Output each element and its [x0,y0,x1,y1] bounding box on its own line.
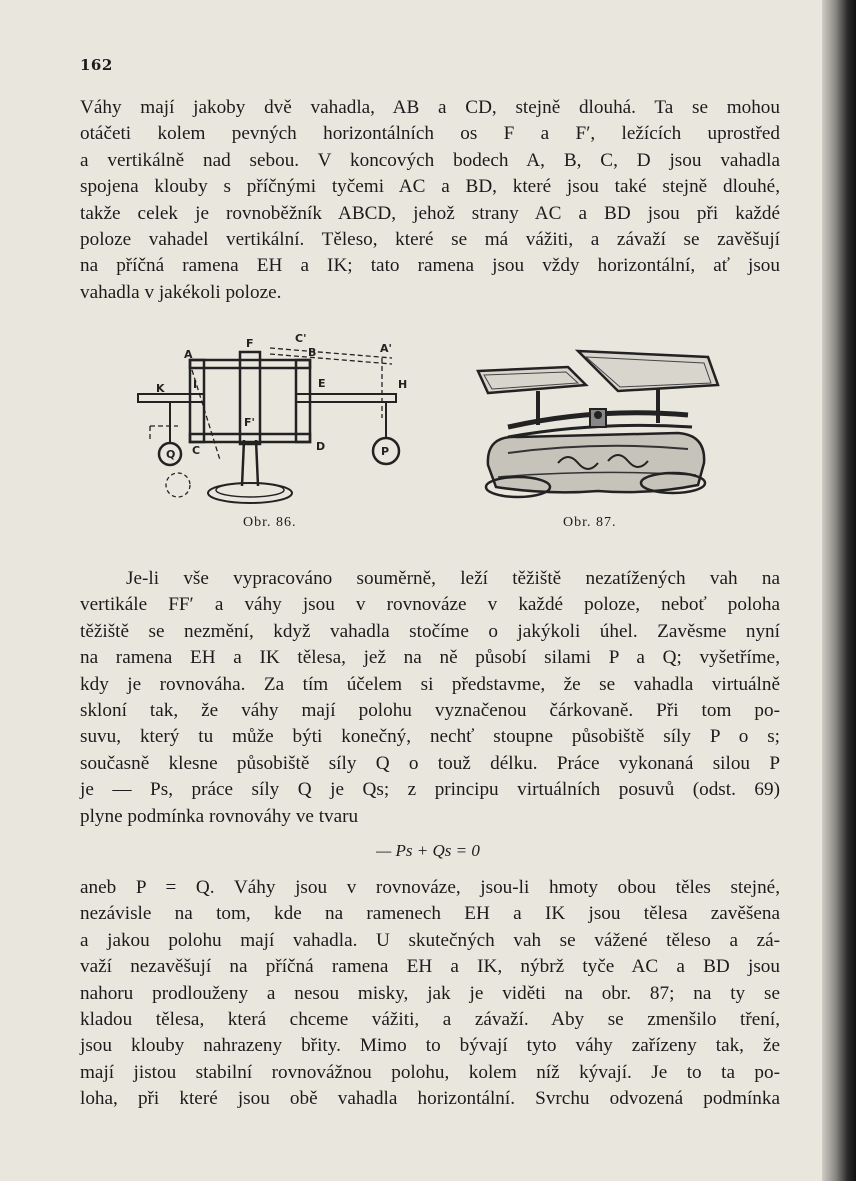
text-line: Je-li vše vypracováno souměrně, leží těžiště nezatížených vah na [126,568,780,589]
text-line: vahadla v jakékoli poloze. [80,281,282,303]
text-line: a jakou polohu mají vahadla. U skutečných vah se vážené těleso a zá- [80,929,780,951]
page-edge-shadow [822,0,856,1181]
label-F-prime: F' [244,416,255,429]
label-B: B [308,346,317,359]
text-line: kladou tělesa, která chceme vážiti, a závaží. Aby se zmenšilo tření, [80,1008,780,1030]
text-line: je — Ps, práce síly Q je Qs; z principu virtuálních posuvů (odst. 69) [80,779,780,801]
label-C-prime: C' [295,332,307,345]
text-line: suvu, který tu může býti konečný, nechť stoupne působiště síly P o s; [80,726,780,748]
label-D: D [316,440,326,453]
text-line: současně klesne působiště síly Q o touž délku. Práce vykonaná silou P [80,752,780,774]
text-line: skloní tak, že váhy mají polohu vyznačenou čárkovaně. Při tom po- [80,699,780,721]
label-A-prime: A' [380,342,392,355]
text-line: kdy je rovnováha. Za tím účelem si představme, že se vahadla virtuálně [80,673,780,695]
text-line: a vertikálně nad sebou. V koncových bodech A, B, C, D jsou vahadla [80,149,780,171]
label-C: C [192,444,201,457]
text-line: loha, při které jsou obě vahadla horizontální. Svrchu odvozená podmínka [80,1088,780,1110]
text-line: na ramena EH a IK tělesa, jež na ně působí silami P a Q; vyšetříme, [80,647,780,669]
paragraph-3 [80,875,780,1113]
label-H: H [398,378,408,391]
text-line: plyne podmínka rovnováhy ve tvaru [80,805,359,827]
text-line: těžiště se nezmění, když vahadla stočíme o jakýkoli úhel. Zavěsme nyní [80,620,780,642]
text-line: važí nezavěšují na příčná ramena EH a IK, nýbrž tyče AC a BD jsou [80,956,780,978]
label-Q: Q [166,448,176,461]
text-line: spojena klouby s příčnými tyčemi AC a BD, které jsou také stejně dlouhé, [80,176,780,198]
figure-87-scale-illustration [468,345,730,505]
figure-86-caption: Obr. 86. [243,515,297,530]
text-line: vertikále FF′ a váhy jsou v rovnováze v každé poloze, neboť poloha [80,594,780,616]
label-E: E [318,377,326,390]
label-K: K [156,382,165,395]
paragraph-1 [80,95,780,306]
text-line: poloze vahadel vertikální. Těleso, které se má vážiti, a závaží se zavěšují [80,228,780,250]
text-line: jsou klouby nahrazeny břity. Mimo to bývají tyto váhy zařízeny tak, že [80,1035,780,1057]
text-line: otáčeti kolem pevných horizontálních os F a F′, ležících uprostřed [80,123,780,145]
label-P: P [381,445,390,458]
label-I: I [193,378,198,391]
label-F: F [246,337,254,350]
paragraph-2 [80,566,780,830]
figure-86-balance-diagram [130,330,415,510]
text-line: Váhy mají jakoby dvě vahadla, AB a CD, stejně dlouhá. Ta se mohou [80,97,780,118]
text-line: nahoru prodlouženy a nesou misky, jak je viděti na obr. 87; na ty se [80,982,780,1004]
figure-87-caption: Obr. 87. [563,515,617,530]
page-number: 162 [80,56,113,74]
equilibrium-formula: — Ps + Qs = 0 [376,841,480,860]
text-line: aneb P = Q. Váhy jsou v rovnováze, jsou-li hmoty obou těles stejné, [80,877,780,898]
text-line: nezávisle na tom, kde na ramenech EH a IK jsou tělesa zavěšena [80,903,780,925]
text-line: takže celek je rovnoběžník ABCD, jehož strany AC a BD jsou při každé [80,202,780,224]
text-line: na příčná ramena EH a IK; tato ramena jsou vždy horizontální, ať jsou [80,255,780,277]
label-A: A [184,348,193,361]
text-line: mají jistou stabilní rovnovážnou polohu, kolem níž kývají. Je to ta po- [80,1061,780,1083]
